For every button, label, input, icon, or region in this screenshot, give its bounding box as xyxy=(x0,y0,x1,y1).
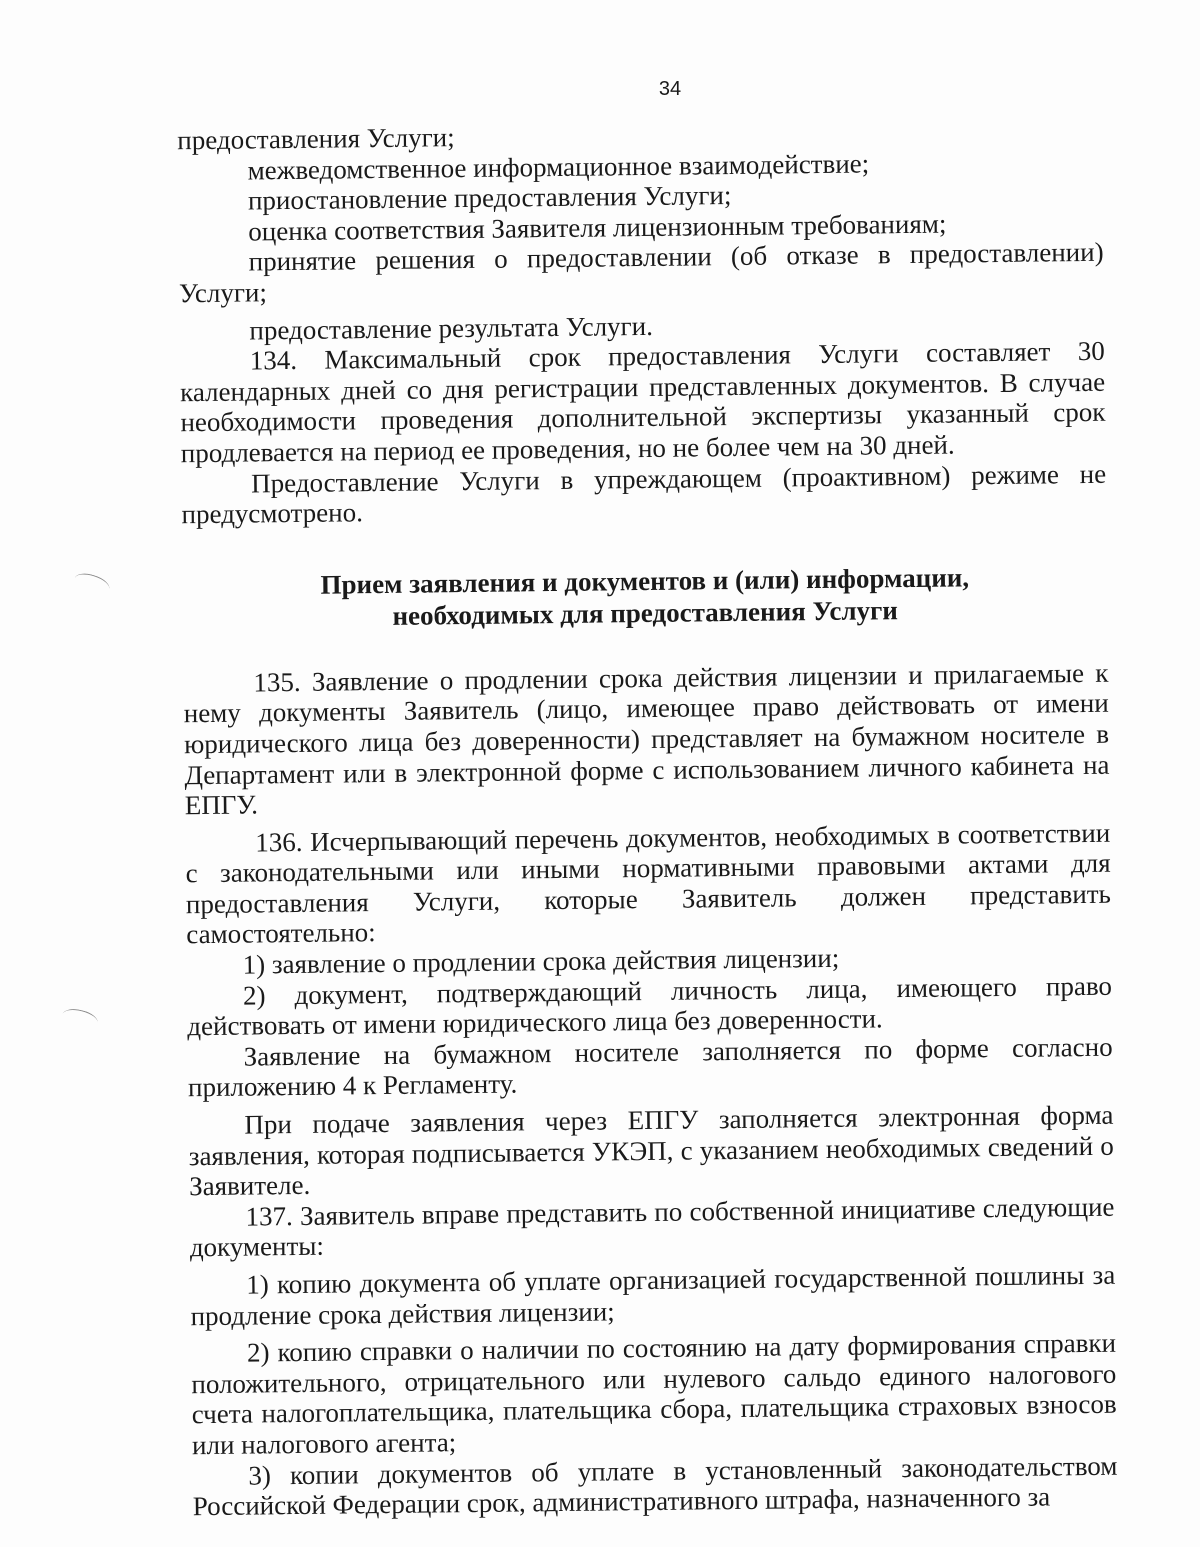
list-item: 3) копии документов об уплате в установленный законодательством Российской Федерации срок, административного штрафа, назначенного за xyxy=(192,1450,1118,1522)
list-item: приостановление предоставления Услуги; xyxy=(247,180,732,216)
scan-artifact-mark xyxy=(60,1006,99,1031)
page-number: 34 xyxy=(658,78,682,100)
section-heading-line: необходимых для предоставления Услуги xyxy=(392,594,899,631)
list-item: 2) копию справки о наличии по состоянию на дату формирования справки положительного, отрицательного или нулевого сальдо единого налогового счета налогоплательщика, плательщика сбора, плательщика страховых взносов или налогового агента; xyxy=(191,1327,1117,1461)
document-body xyxy=(177,115,1118,1522)
section-heading xyxy=(182,559,1108,633)
paragraph: При подаче заявления через ЕПГУ заполняется электронная форма заявления, которая подписывается УКЭП, с указанием необходимых сведений о Заявителе. xyxy=(188,1099,1114,1202)
paragraph: Заявление на бумажном носителе заполняется по форме согласно приложению 4 к Регламенту. xyxy=(187,1031,1113,1103)
list-item: принятие решения о предоставлении (об отказе в предоставлении) Услуги; xyxy=(178,237,1104,309)
paragraph-136: 136. Исчерпывающий перечень документов, необходимых в соответствии с законодательными или иными нормативными правовыми актами для предоставления Услуги, которые Заявитель должен представить самостоятельно: xyxy=(185,817,1112,950)
paragraph-135: 135. Заявление о продлении срока действия лицензии и прилагаемые к нему документы Заявитель (лицо, имеющее право действовать от имени юридического лица без доверенности) представляет на бумажном носителе в Департамент или в электронной форме с использованием личного кабинета на ЕПГУ. xyxy=(183,657,1110,821)
list-item: предоставление результата Услуги. xyxy=(249,310,654,346)
list-item: межведомственное информационное взаимодействие; xyxy=(247,148,870,186)
list-item: оценка соответствия Заявителя лицензионным требованиям; xyxy=(248,208,947,247)
paragraph: предоставления Услуги; xyxy=(177,122,455,156)
list-item: 2) документ, подтверждающий личность лица, имеющего право действовать от имени юридического лица без доверенности. xyxy=(187,970,1113,1042)
paragraph-134: 134. Максимальный срок предоставления Услуги составляет 30 календарных дней со дня регистрации представленных документов. В случае необходимости проведения дополнительной экспертизы указанный срок продлевается на период ее проведения, но не более чем на 30 дней. xyxy=(179,335,1106,469)
section-heading-line: Прием заявления и документов и (или) информации, xyxy=(320,562,970,600)
paragraph-137: 137. Заявитель вправе представить по собственной инициативе следующие документы: xyxy=(189,1191,1115,1263)
scan-artifact-mark xyxy=(72,570,111,597)
paragraph: Предоставление Услуги в упреждающем (проактивном) режиме не предусмотрено. xyxy=(181,458,1107,530)
list-item: 1) заявление о продлении срока действия лицензии; xyxy=(242,942,840,980)
list-item: 1) копию документа об уплате организацией государственной пошлины за продление срока действия лицензии; xyxy=(190,1259,1116,1331)
